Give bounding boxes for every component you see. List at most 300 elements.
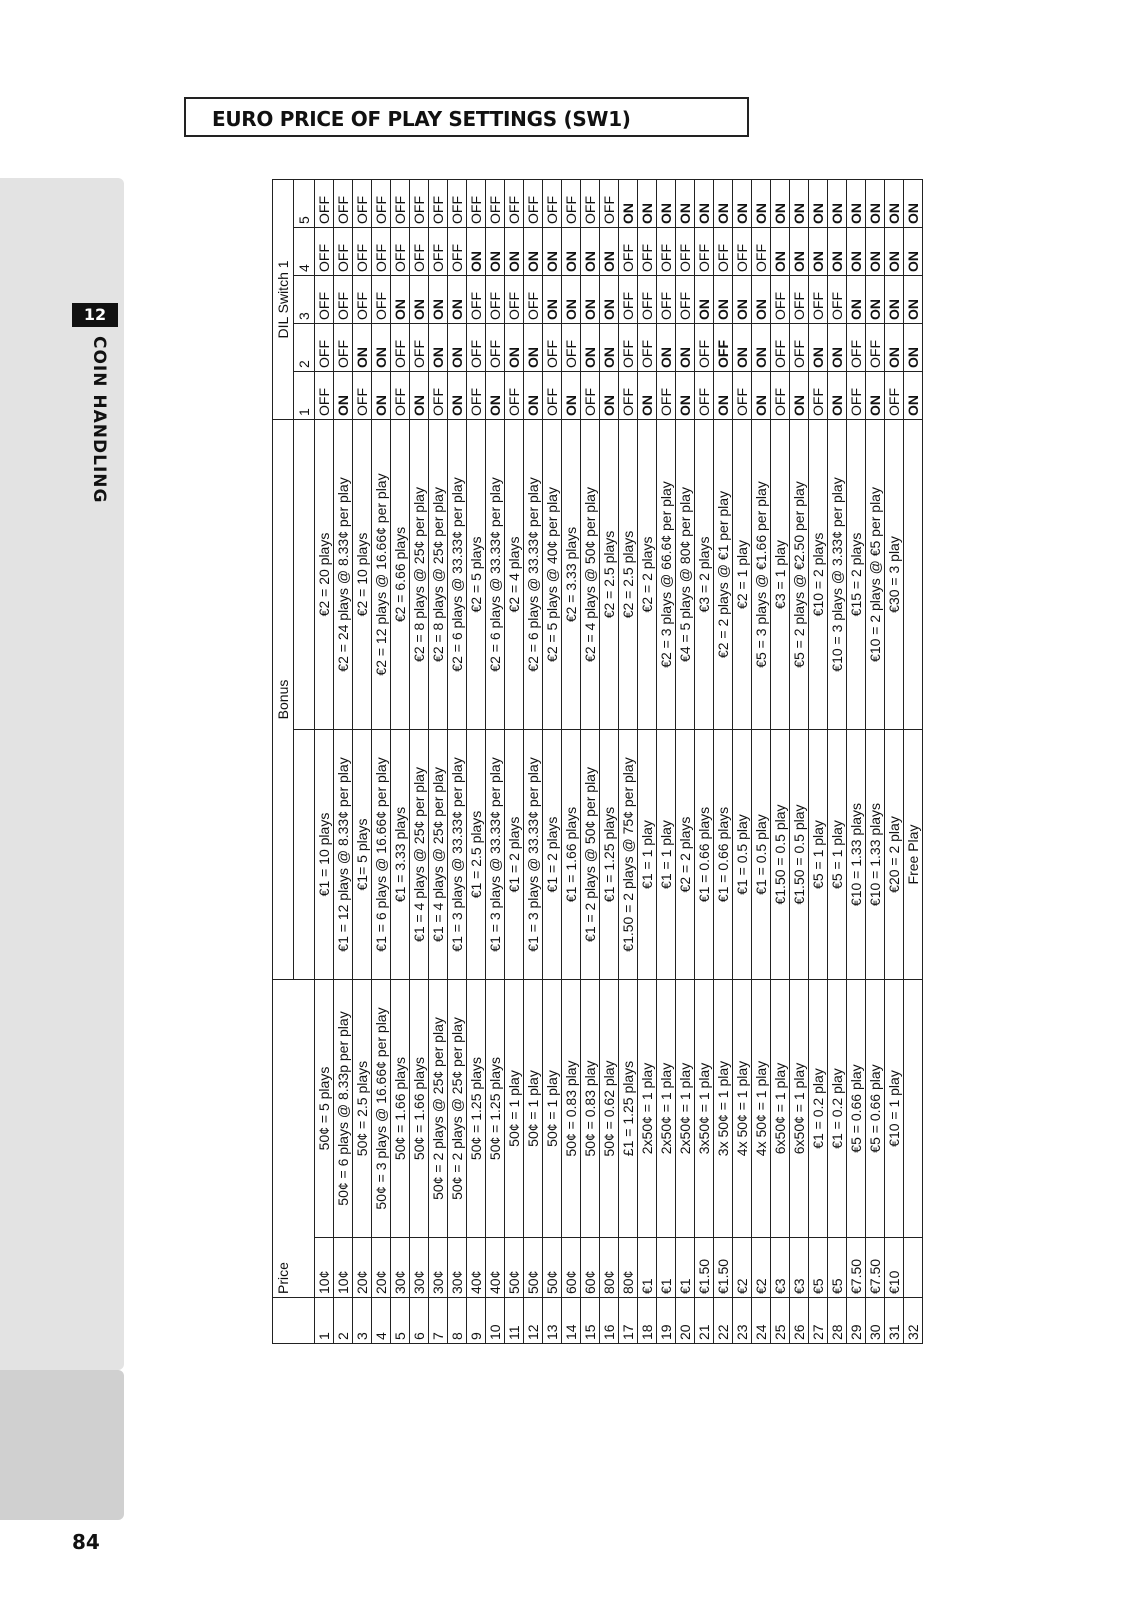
bonus-2-cell: €2 = 2.5 plays: [600, 419, 619, 729]
bonus-2-cell: €4 = 5 plays @ 80¢ per play: [676, 419, 695, 729]
switch-2-cell: ON: [733, 323, 752, 371]
base-price-cell: 50¢ = 1 play: [524, 980, 543, 1238]
table-row: [486, 179, 505, 1343]
switch-1-cell: ON: [866, 371, 885, 419]
switch-2-cell: OFF: [334, 323, 353, 371]
switch-1-cell: ON: [714, 371, 733, 419]
chapter-title-text: COIN HANDLING: [89, 336, 109, 504]
price-cell: €1.50: [695, 1238, 714, 1298]
table-row: [353, 179, 372, 1343]
switch-1-cell: OFF: [353, 371, 372, 419]
base-price-cell: €5 = 0.66 play: [847, 980, 866, 1238]
table-row: [828, 179, 847, 1343]
table-row: [372, 179, 391, 1343]
price-cell: €7.50: [866, 1238, 885, 1298]
bonus-1-cell: €1 = 12 plays @ 8.33¢ per play: [334, 730, 353, 980]
price-cell: 40¢: [467, 1238, 486, 1298]
switch-2-cell: OFF: [790, 323, 809, 371]
bonus-2-cell: €2 = 12 plays @ 16.66¢ per play: [372, 419, 391, 729]
row-number-cell: 20: [676, 1298, 695, 1344]
switch-2-cell: ON: [809, 323, 828, 371]
chapter-number-badge: 12: [72, 303, 118, 327]
base-price-cell: 50¢ = 1.66 plays: [391, 980, 410, 1238]
switch-1-cell: ON: [790, 371, 809, 419]
switch-5-cell: OFF: [429, 179, 448, 227]
table-row: [638, 179, 657, 1343]
table-row: [543, 179, 562, 1343]
price-cell: 10¢: [334, 1238, 353, 1298]
base-price-cell: 6x50¢ = 1 play: [790, 980, 809, 1238]
switch-3-cell: OFF: [334, 275, 353, 323]
table-body: [315, 179, 923, 1343]
bonus-2-cell: €2 = 5 plays: [467, 419, 486, 729]
switch-1-cell: ON: [904, 371, 923, 419]
switch-5-cell: ON: [885, 179, 904, 227]
base-price-cell: 50¢ = 2.5 plays: [353, 980, 372, 1238]
switch-1-cell: ON: [410, 371, 429, 419]
switch-1-cell: ON: [448, 371, 467, 419]
header-number-2: [294, 1298, 315, 1344]
bonus-1-cell: €20 = 2 play: [885, 730, 904, 980]
switch-2-cell: ON: [524, 323, 543, 371]
base-price-cell: 6x50¢ = 1 play: [771, 980, 790, 1238]
switch-2-cell: OFF: [638, 323, 657, 371]
switch-3-cell: OFF: [486, 275, 505, 323]
bonus-1-cell: €1 = 0.66 plays: [695, 730, 714, 980]
row-number-cell: 30: [866, 1298, 885, 1344]
switch-1-cell: ON: [486, 371, 505, 419]
table-row: [695, 179, 714, 1343]
switch-1-cell: OFF: [695, 371, 714, 419]
switch-4-cell: ON: [847, 227, 866, 275]
switch-5-cell: ON: [695, 179, 714, 227]
switch-5-cell: OFF: [448, 179, 467, 227]
bonus-1-cell: €1 = 0.5 play: [733, 730, 752, 980]
bonus-2-cell: [904, 419, 923, 729]
switch-1-cell: OFF: [885, 371, 904, 419]
bonus-2-cell: €2 = 1 play: [733, 419, 752, 729]
price-cell: 20¢: [372, 1238, 391, 1298]
switch-4-cell: ON: [866, 227, 885, 275]
base-price-cell: [904, 980, 923, 1238]
table-row: [581, 179, 600, 1343]
switch-5-cell: ON: [676, 179, 695, 227]
bonus-1-cell: €1 = 0.5 play: [752, 730, 771, 980]
switch-1-cell: ON: [752, 371, 771, 419]
switch-4-cell: ON: [885, 227, 904, 275]
base-price-cell: €1 = 0.2 play: [828, 980, 847, 1238]
price-cell: [904, 1238, 923, 1298]
switch-2-cell: ON: [828, 323, 847, 371]
switch-4-cell: OFF: [619, 227, 638, 275]
bonus-1-cell: €1.50 = 0.5 play: [790, 730, 809, 980]
base-price-cell: €5 = 0.66 play: [866, 980, 885, 1238]
switch-3-cell: OFF: [524, 275, 543, 323]
row-number-cell: 28: [828, 1298, 847, 1344]
switch-2-cell: OFF: [714, 323, 733, 371]
base-price-cell: 50¢ = 3 plays @ 16.66¢ per play: [372, 980, 391, 1238]
switch-4-cell: OFF: [372, 227, 391, 275]
row-number-cell: 24: [752, 1298, 771, 1344]
switch-1-cell: OFF: [467, 371, 486, 419]
switch-1-cell: OFF: [429, 371, 448, 419]
page-title-box: [184, 97, 749, 137]
switch-2-cell: ON: [353, 323, 372, 371]
switch-4-cell: OFF: [733, 227, 752, 275]
switch-2-cell: OFF: [543, 323, 562, 371]
switch-1-cell: OFF: [581, 371, 600, 419]
bonus-1-cell: €5 = 1 play: [809, 730, 828, 980]
base-price-cell: €1 = 0.2 play: [809, 980, 828, 1238]
switch-2-cell: ON: [429, 323, 448, 371]
switch-2-cell: OFF: [771, 323, 790, 371]
switch-3-cell: ON: [391, 275, 410, 323]
bonus-2-cell: €2 = 5 plays @ 40¢ per play: [543, 419, 562, 729]
switch-4-cell: OFF: [752, 227, 771, 275]
price-cell: 50¢: [543, 1238, 562, 1298]
switch-4-cell: ON: [828, 227, 847, 275]
bonus-1-cell: €2 = 2 plays: [676, 730, 695, 980]
bonus-2-cell: €5 = 3 plays @ €1.66 per play: [752, 419, 771, 729]
switch-2-cell: ON: [885, 323, 904, 371]
row-number-cell: 16: [600, 1298, 619, 1344]
base-price-cell: 50¢ = 1 play: [505, 980, 524, 1238]
bonus-1-cell: €1.50 = 0.5 play: [771, 730, 790, 980]
switch-1-cell: OFF: [505, 371, 524, 419]
base-price-cell: 50¢ = 1 play: [543, 980, 562, 1238]
bonus-2-cell: €15 = 2 plays: [847, 419, 866, 729]
bonus-1-cell: €10 = 1.33 plays: [866, 730, 885, 980]
switch-3-cell: OFF: [505, 275, 524, 323]
header-switch-3: 3: [294, 275, 315, 323]
switch-2-cell: ON: [676, 323, 695, 371]
switch-3-cell: OFF: [353, 275, 372, 323]
base-price-cell: 3x50¢ = 1 play: [695, 980, 714, 1238]
price-cell: 20¢: [353, 1238, 372, 1298]
switch-2-cell: OFF: [562, 323, 581, 371]
table-row: [410, 179, 429, 1343]
base-price-cell: 2x50¢ = 1 play: [676, 980, 695, 1238]
base-price-cell: 50¢ = 0.83 play: [562, 980, 581, 1238]
switch-5-cell: ON: [638, 179, 657, 227]
table-row: [676, 179, 695, 1343]
switch-5-cell: ON: [733, 179, 752, 227]
bonus-1-cell: €5 = 1 play: [828, 730, 847, 980]
base-price-cell: 50¢ = 5 plays: [315, 980, 334, 1238]
switch-4-cell: OFF: [353, 227, 372, 275]
row-number-cell: 13: [543, 1298, 562, 1344]
switch-5-cell: ON: [809, 179, 828, 227]
bonus-2-cell: €2 = 6 plays @ 33.33¢ per play: [524, 419, 543, 729]
switch-2-cell: OFF: [847, 323, 866, 371]
base-price-cell: 4x 50¢ = 1 play: [733, 980, 752, 1238]
row-number-cell: 18: [638, 1298, 657, 1344]
switch-1-cell: ON: [600, 371, 619, 419]
switch-5-cell: OFF: [581, 179, 600, 227]
switch-2-cell: OFF: [467, 323, 486, 371]
row-number-cell: 23: [733, 1298, 752, 1344]
switch-4-cell: OFF: [429, 227, 448, 275]
table-row: [866, 179, 885, 1343]
header-switch-2: 2: [294, 323, 315, 371]
bonus-2-cell: €10 = 3 plays @ 3.33¢ per play: [828, 419, 847, 729]
switch-1-cell: OFF: [809, 371, 828, 419]
row-number-cell: 22: [714, 1298, 733, 1344]
row-number-cell: 17: [619, 1298, 638, 1344]
switch-3-cell: ON: [714, 275, 733, 323]
switch-5-cell: ON: [866, 179, 885, 227]
switch-5-cell: ON: [847, 179, 866, 227]
table-row: [467, 179, 486, 1343]
row-number-cell: 32: [904, 1298, 923, 1344]
switch-4-cell: OFF: [410, 227, 429, 275]
switch-5-cell: OFF: [543, 179, 562, 227]
row-number-cell: 6: [410, 1298, 429, 1344]
chapter-title: [90, 336, 108, 512]
switch-3-cell: OFF: [676, 275, 695, 323]
table-row: [771, 179, 790, 1343]
switch-4-cell: ON: [505, 227, 524, 275]
row-number-cell: 12: [524, 1298, 543, 1344]
switch-1-cell: ON: [562, 371, 581, 419]
price-of-play-table-wrapper: [272, 180, 972, 1344]
switch-1-cell: OFF: [543, 371, 562, 419]
switch-2-cell: OFF: [410, 323, 429, 371]
price-cell: €5: [809, 1238, 828, 1298]
table-row: [315, 179, 334, 1343]
switch-3-cell: OFF: [809, 275, 828, 323]
switch-3-cell: ON: [847, 275, 866, 323]
switch-4-cell: ON: [467, 227, 486, 275]
switch-3-cell: ON: [600, 275, 619, 323]
switch-2-cell: OFF: [619, 323, 638, 371]
bonus-2-cell: €2 = 8 plays @ 25¢ per play: [429, 419, 448, 729]
header-switch-4: 4: [294, 227, 315, 275]
switch-2-cell: ON: [448, 323, 467, 371]
row-number-cell: 10: [486, 1298, 505, 1344]
switch-3-cell: OFF: [372, 275, 391, 323]
switch-5-cell: OFF: [372, 179, 391, 227]
switch-4-cell: OFF: [676, 227, 695, 275]
base-price-cell: 2x50¢ = 1 play: [638, 980, 657, 1238]
switch-5-cell: ON: [790, 179, 809, 227]
row-number-cell: 2: [334, 1298, 353, 1344]
switch-3-cell: ON: [904, 275, 923, 323]
price-cell: 30¢: [391, 1238, 410, 1298]
price-cell: €1: [638, 1238, 657, 1298]
switch-1-cell: OFF: [847, 371, 866, 419]
switch-5-cell: OFF: [562, 179, 581, 227]
row-number-cell: 9: [467, 1298, 486, 1344]
switch-3-cell: OFF: [828, 275, 847, 323]
bonus-1-cell: €1 = 6 plays @ 16.66¢ per play: [372, 730, 391, 980]
switch-1-cell: OFF: [657, 371, 676, 419]
switch-5-cell: OFF: [315, 179, 334, 227]
header-bonus1-2: [294, 730, 315, 980]
row-number-cell: 3: [353, 1298, 372, 1344]
bonus-2-cell: €2 = 2 plays: [638, 419, 657, 729]
bonus-2-cell: €2 = 2.5 plays: [619, 419, 638, 729]
header-row-1: [273, 179, 294, 1343]
bonus-2-cell: €2 = 24 plays @ 8.33¢ per play: [334, 419, 353, 729]
price-cell: €2: [733, 1238, 752, 1298]
bonus-1-cell: €1 = 2 plays: [543, 730, 562, 980]
row-number-cell: 15: [581, 1298, 600, 1344]
switch-5-cell: OFF: [467, 179, 486, 227]
bonus-1-cell: €1 = 1 play: [657, 730, 676, 980]
table-row: [885, 179, 904, 1343]
row-number-cell: 4: [372, 1298, 391, 1344]
bonus-2-cell: €10 = 2 plays: [809, 419, 828, 729]
switch-2-cell: ON: [904, 323, 923, 371]
base-price-cell: 50¢ = 1.25 plays: [467, 980, 486, 1238]
table-row: [714, 179, 733, 1343]
header-bonus2-2: [294, 419, 315, 729]
row-number-cell: 1: [315, 1298, 334, 1344]
table-row: [600, 179, 619, 1343]
switch-4-cell: ON: [562, 227, 581, 275]
bonus-1-cell: €1 = 4 plays @ 25¢ per play: [429, 730, 448, 980]
switch-1-cell: ON: [676, 371, 695, 419]
price-of-play-table: [272, 179, 923, 1344]
switch-1-cell: OFF: [391, 371, 410, 419]
switch-5-cell: OFF: [391, 179, 410, 227]
bonus-2-cell: €2 = 4 plays @ 50¢ per play: [581, 419, 600, 729]
switch-5-cell: OFF: [410, 179, 429, 227]
switch-3-cell: ON: [733, 275, 752, 323]
switch-4-cell: ON: [904, 227, 923, 275]
bonus-1-cell: €1 = 2 plays: [505, 730, 524, 980]
base-price-cell: 4x 50¢ = 1 play: [752, 980, 771, 1238]
row-number-cell: 14: [562, 1298, 581, 1344]
switch-4-cell: ON: [543, 227, 562, 275]
bonus-1-cell: €1 = 2.5 plays: [467, 730, 486, 980]
header-dil-switch: DIL Switch 1: [273, 179, 294, 419]
header-price-spacer: [273, 980, 294, 1238]
table-row: [847, 179, 866, 1343]
bonus-2-cell: €2 = 4 plays: [505, 419, 524, 729]
table-row: [562, 179, 581, 1343]
bonus-1-cell: €1 = 1 play: [638, 730, 657, 980]
switch-3-cell: OFF: [619, 275, 638, 323]
switch-5-cell: ON: [752, 179, 771, 227]
switch-4-cell: OFF: [315, 227, 334, 275]
row-number-cell: 8: [448, 1298, 467, 1344]
price-cell: €3: [771, 1238, 790, 1298]
switch-4-cell: ON: [600, 227, 619, 275]
switch-2-cell: OFF: [486, 323, 505, 371]
price-cell: 30¢: [410, 1238, 429, 1298]
base-price-cell: 50¢ = 0.62 play: [600, 980, 619, 1238]
switch-5-cell: ON: [619, 179, 638, 227]
switch-5-cell: ON: [828, 179, 847, 227]
table-row: [505, 179, 524, 1343]
bonus-2-cell: €2 = 2 plays @ €1 per play: [714, 419, 733, 729]
row-number-cell: 19: [657, 1298, 676, 1344]
bonus-1-cell: €1.50 = 2 plays @ 75¢ per play: [619, 730, 638, 980]
switch-4-cell: ON: [581, 227, 600, 275]
base-price-cell: 50¢ = 6 plays @ 8.33p per play: [334, 980, 353, 1238]
switch-3-cell: ON: [752, 275, 771, 323]
bonus-2-cell: €2 = 3 plays @ 66.6¢ per play: [657, 419, 676, 729]
bonus-1-cell: €1= 5 plays: [353, 730, 372, 980]
switch-3-cell: ON: [885, 275, 904, 323]
switch-4-cell: ON: [486, 227, 505, 275]
bonus-2-cell: €3 = 2 plays: [695, 419, 714, 729]
switch-1-cell: OFF: [771, 371, 790, 419]
price-cell: €3: [790, 1238, 809, 1298]
switch-3-cell: OFF: [790, 275, 809, 323]
header-row-2: [294, 179, 315, 1343]
switch-5-cell: OFF: [600, 179, 619, 227]
row-number-cell: 27: [809, 1298, 828, 1344]
switch-2-cell: ON: [505, 323, 524, 371]
base-price-cell: 2x50¢ = 1 play: [657, 980, 676, 1238]
switch-3-cell: ON: [410, 275, 429, 323]
bonus-2-cell: €2 = 6 plays @ 33.33¢ per play: [486, 419, 505, 729]
price-cell: 60¢: [581, 1238, 600, 1298]
header-switch-1: 1: [294, 371, 315, 419]
table-row: [752, 179, 771, 1343]
switch-3-cell: OFF: [771, 275, 790, 323]
table-row: [391, 179, 410, 1343]
switch-3-cell: ON: [581, 275, 600, 323]
row-number-cell: 29: [847, 1298, 866, 1344]
table-row: [809, 179, 828, 1343]
bonus-2-cell: €30 = 3 play: [885, 419, 904, 729]
switch-1-cell: ON: [828, 371, 847, 419]
switch-3-cell: ON: [429, 275, 448, 323]
switch-3-cell: OFF: [467, 275, 486, 323]
bonus-2-cell: €2 = 10 plays: [353, 419, 372, 729]
side-tab-lower: [0, 1370, 124, 1520]
switch-4-cell: OFF: [448, 227, 467, 275]
bonus-2-cell: €3 = 1 play: [771, 419, 790, 729]
table-row: [334, 179, 353, 1343]
base-price-cell: 50¢ = 1.25 plays: [486, 980, 505, 1238]
table-row: [619, 179, 638, 1343]
switch-5-cell: OFF: [334, 179, 353, 227]
header-switch-5: 5: [294, 179, 315, 227]
switch-3-cell: ON: [695, 275, 714, 323]
switch-1-cell: ON: [372, 371, 391, 419]
base-price-cell: 50¢ = 1.66 plays: [410, 980, 429, 1238]
switch-5-cell: ON: [904, 179, 923, 227]
bonus-2-cell: €2 = 8 plays @ 25¢ per play: [410, 419, 429, 729]
base-price-cell: 50¢ = 2 plays @ 25¢ per play: [448, 980, 467, 1238]
bonus-1-cell: Free Play: [904, 730, 923, 980]
bonus-1-cell: €1 = 3 plays @ 33.33¢ per play: [486, 730, 505, 980]
switch-4-cell: ON: [524, 227, 543, 275]
price-cell: €2: [752, 1238, 771, 1298]
page-title: EURO PRICE OF PLAY SETTINGS (SW1): [212, 107, 631, 131]
switch-2-cell: OFF: [866, 323, 885, 371]
switch-1-cell: OFF: [315, 371, 334, 419]
price-cell: €5: [828, 1238, 847, 1298]
bonus-2-cell: €10 = 2 plays @ €5 per play: [866, 419, 885, 729]
base-price-cell: £1 = 1.25 plays: [619, 980, 638, 1238]
switch-4-cell: OFF: [638, 227, 657, 275]
price-cell: 30¢: [429, 1238, 448, 1298]
price-cell: €7.50: [847, 1238, 866, 1298]
bonus-1-cell: €10 = 1.33 plays: [847, 730, 866, 980]
bonus-1-cell: €1 = 0.66 plays: [714, 730, 733, 980]
switch-2-cell: OFF: [695, 323, 714, 371]
bonus-1-cell: €1 = 3 plays @ 33.33¢ per play: [448, 730, 467, 980]
row-number-cell: 7: [429, 1298, 448, 1344]
header-price: Price: [273, 1238, 294, 1298]
switch-2-cell: ON: [581, 323, 600, 371]
